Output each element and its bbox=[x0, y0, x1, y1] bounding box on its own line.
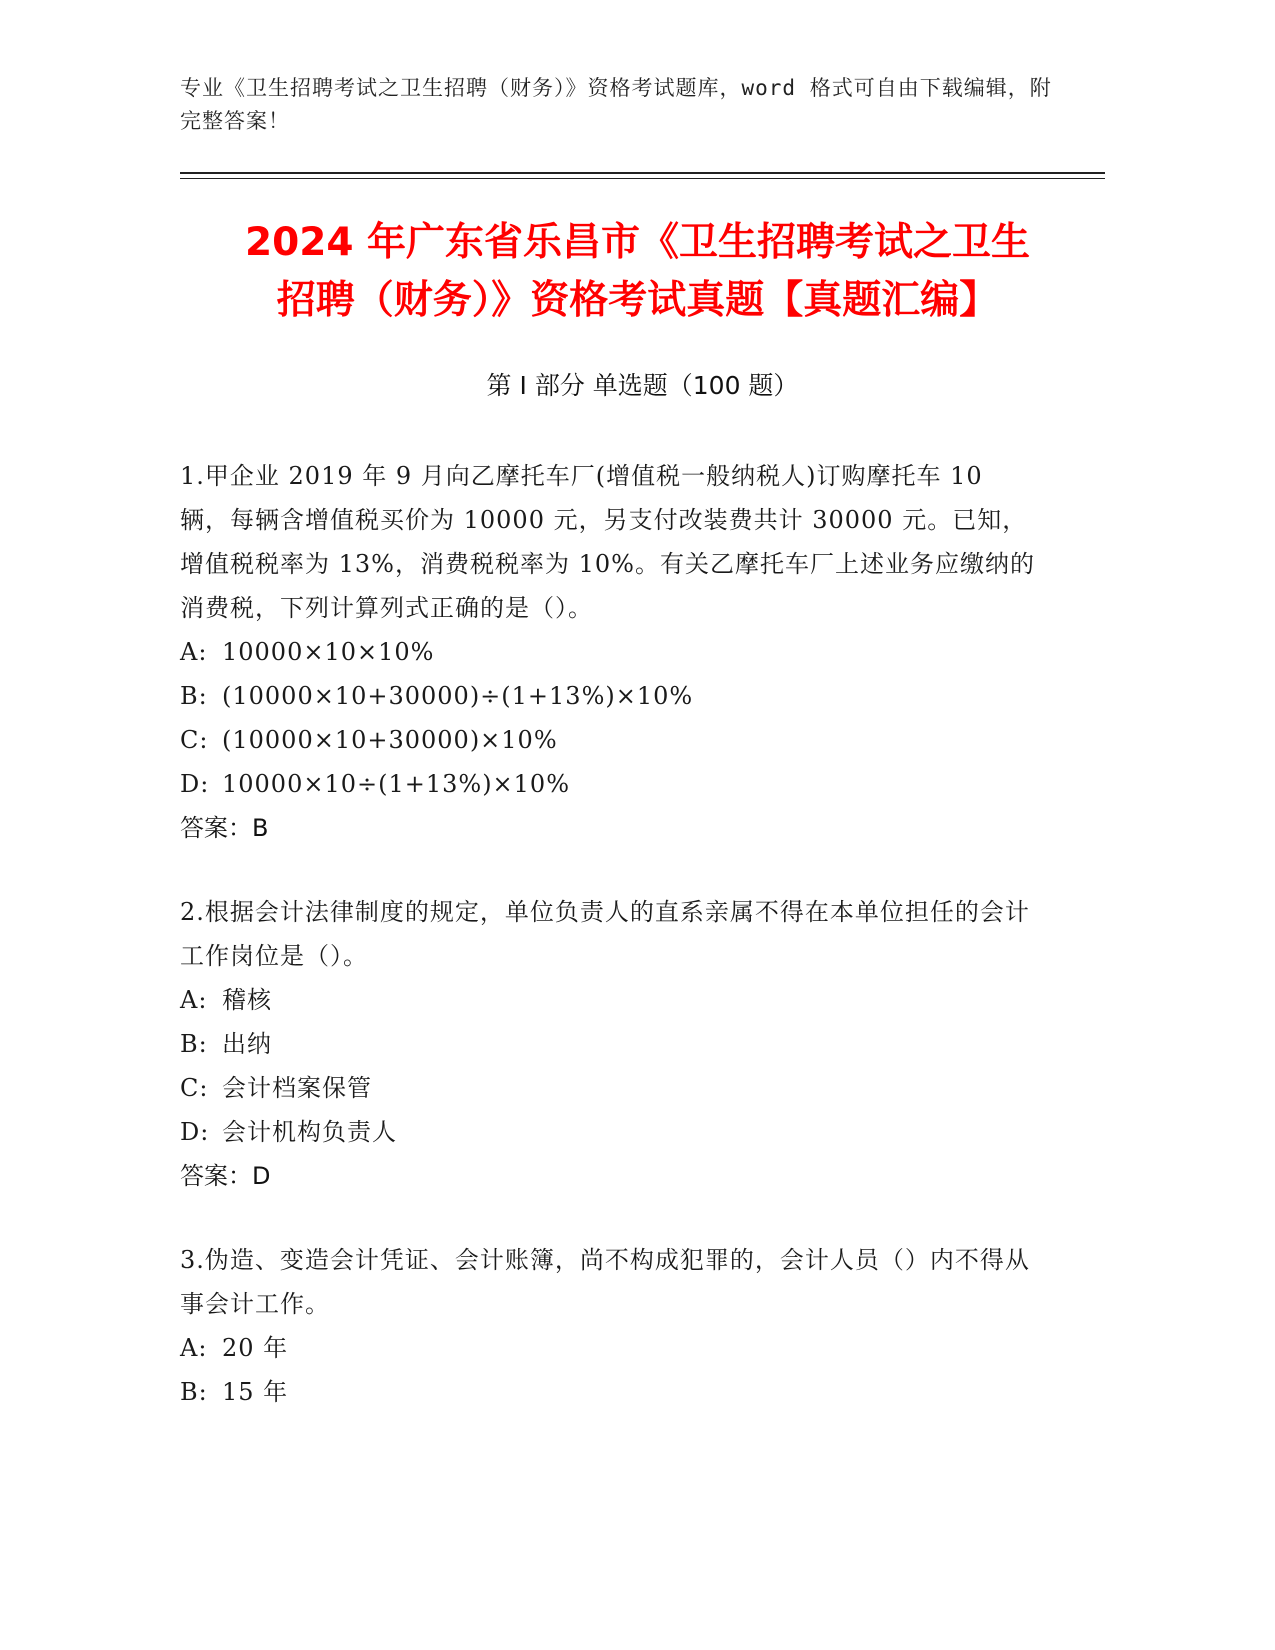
question-stem: 2.根据会计法律制度的规定，单位负责人的直系亲属不得在本单位担任的会计工作岗位是（）。 bbox=[180, 898, 1030, 970]
option-a bbox=[180, 630, 1040, 674]
option-letter: B: bbox=[180, 1378, 208, 1406]
option-text: 出纳 bbox=[222, 1030, 272, 1058]
option-letter: C: bbox=[180, 726, 209, 754]
section-heading: 第 I 部分 单选题（100 题） bbox=[486, 371, 799, 400]
question-stem: 3.伪造、变造会计凭证、会计账簿，尚不构成犯罪的，会计人员（）内不得从事会计工作。 bbox=[180, 1246, 1030, 1318]
document-title-line-1: 2024 年广东省乐昌市《卫生招聘考试之卫生 bbox=[244, 220, 1031, 265]
question-3 bbox=[180, 1238, 1040, 1414]
question-1 bbox=[180, 454, 1040, 850]
option-letter: B: bbox=[180, 682, 208, 710]
question-2 bbox=[180, 890, 1040, 1198]
option-a bbox=[180, 978, 1040, 1022]
answer-line: 答案：D bbox=[180, 1162, 271, 1190]
option-letter: A: bbox=[180, 638, 208, 666]
option-d bbox=[180, 1110, 1040, 1154]
option-text: 20 年 bbox=[222, 1334, 289, 1362]
option-letter: B: bbox=[180, 1030, 208, 1058]
option-text: (10000×10+30000)÷(1+13%)×10% bbox=[222, 682, 694, 710]
option-letter: C: bbox=[180, 1074, 209, 1102]
option-b bbox=[180, 1370, 1040, 1414]
option-letter: A: bbox=[180, 986, 208, 1014]
option-d bbox=[180, 762, 1040, 806]
option-text: 15 年 bbox=[222, 1378, 289, 1406]
header-note: 专业《卫生招聘考试之卫生招聘（财务）》资格考试题库，word 格式可自由下载编辑，附完整答案！ bbox=[180, 76, 1052, 133]
option-text: 会计机构负责人 bbox=[222, 1118, 397, 1146]
header-divider-thick bbox=[180, 172, 1105, 174]
option-b bbox=[180, 674, 1040, 718]
option-c bbox=[180, 718, 1040, 762]
option-text: 10000×10÷(1+13%)×10% bbox=[222, 770, 571, 798]
option-a bbox=[180, 1326, 1040, 1370]
option-text: 10000×10×10% bbox=[222, 638, 435, 666]
option-letter: D: bbox=[180, 770, 210, 798]
answer-line: 答案：B bbox=[180, 814, 269, 842]
option-b bbox=[180, 1022, 1040, 1066]
header-divider-thin bbox=[180, 178, 1105, 179]
option-letter: D: bbox=[180, 1118, 210, 1146]
option-text: 稽核 bbox=[222, 986, 272, 1014]
document-title bbox=[160, 214, 1115, 330]
option-letter: A: bbox=[180, 1334, 208, 1362]
option-c bbox=[180, 1066, 1040, 1110]
option-text: (10000×10+30000)×10% bbox=[222, 726, 558, 754]
question-stem: 1.甲企业 2019 年 9 月向乙摩托车厂(增值税一般纳税人)订购摩托车 10 辆，每辆含增值税买价为 10000 元，另支付改装费共计 30000 元。已知，增值税税率为 13%，消费税税率为 10%。有关乙摩托车厂上述业务应缴纳的消费税，下列计算列式正确的是（）。 bbox=[180, 462, 1035, 622]
document-title-line-2: 招聘（财务）》资格考试真题【真题汇编】 bbox=[276, 278, 999, 323]
option-text: 会计档案保管 bbox=[222, 1074, 372, 1102]
